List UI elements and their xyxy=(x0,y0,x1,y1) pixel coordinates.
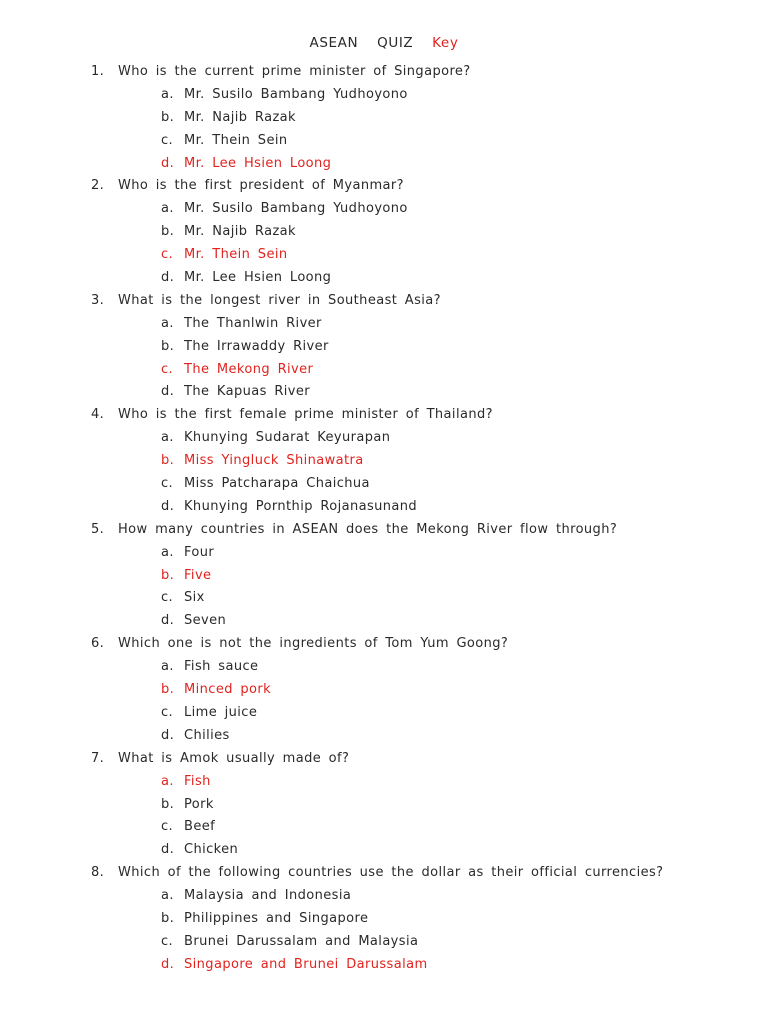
option-letter: d. xyxy=(161,956,175,972)
answer-option xyxy=(0,496,768,519)
answer-option-correct xyxy=(0,565,768,588)
question-text: Who is the current prime minister of Singapore? xyxy=(118,64,471,79)
option-letter: a. xyxy=(161,86,174,102)
answer-option xyxy=(0,908,768,931)
option-letter: d. xyxy=(161,842,175,858)
option-letter: b. xyxy=(161,567,175,583)
option-text: Khunying Pornthip Rojanasunand xyxy=(184,498,418,514)
answer-option xyxy=(0,839,768,862)
answer-option xyxy=(0,816,768,839)
option-text: Singapore and Brunei Darussalam xyxy=(184,956,428,972)
answer-option-correct xyxy=(0,450,768,473)
answer-option xyxy=(0,313,768,336)
answer-option xyxy=(0,84,768,107)
answer-option xyxy=(0,610,768,633)
option-text: Brunei Darussalam and Malaysia xyxy=(184,933,419,949)
option-text: Mr. Lee Hsien Loong xyxy=(184,155,332,171)
answer-option xyxy=(0,107,768,130)
option-letter: d. xyxy=(161,384,175,400)
option-letter: b. xyxy=(161,682,175,698)
option-letter: d. xyxy=(161,498,175,514)
option-letter: d. xyxy=(161,613,175,629)
option-text: Lime juice xyxy=(184,704,258,720)
option-text: Philippines and Singapore xyxy=(184,910,369,926)
option-letter: b. xyxy=(161,224,175,240)
option-text: The Thanlwin River xyxy=(184,315,322,331)
option-text: Mr. Thein Sein xyxy=(184,247,288,263)
option-letter: a. xyxy=(161,315,174,331)
option-text: Miss Patcharapa Chaichua xyxy=(184,476,370,492)
option-letter: a. xyxy=(161,201,174,217)
answer-option xyxy=(0,931,768,954)
option-text: Khunying Sudarat Keyurapan xyxy=(184,430,391,446)
option-text: The Irrawaddy River xyxy=(184,338,329,354)
option-text: Mr. Susilo Bambang Yudhoyono xyxy=(184,201,408,217)
option-letter: b. xyxy=(161,453,175,469)
option-text: Mr. Susilo Bambang Yudhoyono xyxy=(184,86,408,102)
question-number: 6. xyxy=(91,636,105,652)
question-6 xyxy=(0,633,768,656)
question-number: 5. xyxy=(91,521,105,537)
option-text: Miss Yingluck Shinawatra xyxy=(184,453,364,469)
option-letter: d. xyxy=(161,155,175,171)
answer-option xyxy=(0,336,768,359)
title-key-label: Key xyxy=(432,35,459,51)
question-number: 4. xyxy=(91,407,105,423)
question-number: 8. xyxy=(91,865,105,881)
option-text: Six xyxy=(184,590,205,606)
answer-option-correct xyxy=(0,153,768,176)
option-text: Pork xyxy=(184,796,214,812)
title-main: ASEAN QUIZ xyxy=(309,35,414,51)
option-letter: d. xyxy=(161,727,175,743)
question-5 xyxy=(0,519,768,542)
option-letter: c. xyxy=(161,132,174,148)
option-text: Four xyxy=(184,544,215,560)
option-text: Mr. Najib Razak xyxy=(184,224,296,240)
option-text: Minced pork xyxy=(184,682,272,698)
option-text: Seven xyxy=(184,613,227,629)
option-letter: a. xyxy=(161,659,174,675)
option-letter: b. xyxy=(161,910,175,926)
answer-option-correct xyxy=(0,771,768,794)
answer-option xyxy=(0,267,768,290)
question-text: Who is the first president of Myanmar? xyxy=(118,178,404,194)
answer-option xyxy=(0,702,768,725)
question-7 xyxy=(0,748,768,771)
option-letter: a. xyxy=(161,544,174,560)
answer-option xyxy=(0,473,768,496)
option-letter: c. xyxy=(161,361,174,377)
answer-option xyxy=(0,130,768,153)
question-text: Which of the following countries use the dollar as their official currencies? xyxy=(118,865,664,881)
option-text: Chicken xyxy=(184,842,239,858)
option-text: Malaysia and Indonesia xyxy=(184,888,352,904)
answer-option xyxy=(0,542,768,565)
option-text: Mr. Thein Sein xyxy=(184,132,288,148)
answer-option xyxy=(0,221,768,244)
option-letter: a. xyxy=(161,430,174,446)
question-number: 2. xyxy=(91,178,105,194)
option-text: Mr. Najib Razak xyxy=(184,109,296,125)
answer-option-correct xyxy=(0,954,768,977)
answer-option xyxy=(0,656,768,679)
option-text: Fish xyxy=(184,773,211,789)
option-letter: d. xyxy=(161,270,175,286)
answer-option xyxy=(0,198,768,221)
option-letter: b. xyxy=(161,796,175,812)
question-number: 1. xyxy=(91,64,105,79)
question-2 xyxy=(0,175,768,198)
option-letter: c. xyxy=(161,247,174,263)
option-letter: b. xyxy=(161,109,175,125)
question-text: What is Amok usually made of? xyxy=(118,750,350,766)
option-text: Beef xyxy=(184,819,216,835)
answer-option xyxy=(0,381,768,404)
option-text: Mr. Lee Hsien Loong xyxy=(184,270,332,286)
page-title xyxy=(0,35,768,51)
option-letter: c. xyxy=(161,704,174,720)
question-list xyxy=(0,61,768,977)
option-text: Chilies xyxy=(184,727,230,743)
question-text: What is the longest river in Southeast Asia? xyxy=(118,292,441,308)
option-letter: a. xyxy=(161,888,174,904)
question-text: How many countries in ASEAN does the Mekong River flow through? xyxy=(118,521,618,537)
option-letter: c. xyxy=(161,476,174,492)
question-8 xyxy=(0,862,768,885)
answer-option xyxy=(0,794,768,817)
question-text: Who is the first female prime minister of Thailand? xyxy=(118,407,493,423)
option-letter: c. xyxy=(161,590,174,606)
option-letter: c. xyxy=(161,933,174,949)
answer-option-correct xyxy=(0,679,768,702)
question-number: 3. xyxy=(91,292,105,308)
question-4 xyxy=(0,404,768,427)
question-text: Which one is not the ingredients of Tom Yum Goong? xyxy=(118,636,509,652)
option-text: Fish sauce xyxy=(184,659,259,675)
answer-option xyxy=(0,725,768,748)
option-text: The Kapuas River xyxy=(184,384,311,400)
answer-option-correct xyxy=(0,244,768,267)
answer-option xyxy=(0,587,768,610)
answer-option xyxy=(0,885,768,908)
option-letter: a. xyxy=(161,773,174,789)
option-text: Five xyxy=(184,567,212,583)
option-text: The Mekong River xyxy=(184,361,314,377)
answer-option xyxy=(0,427,768,450)
option-letter: b. xyxy=(161,338,175,354)
answer-option-correct xyxy=(0,359,768,382)
question-number: 7. xyxy=(91,750,105,766)
option-letter: c. xyxy=(161,819,174,835)
question-3 xyxy=(0,290,768,313)
question-1 xyxy=(0,61,768,84)
